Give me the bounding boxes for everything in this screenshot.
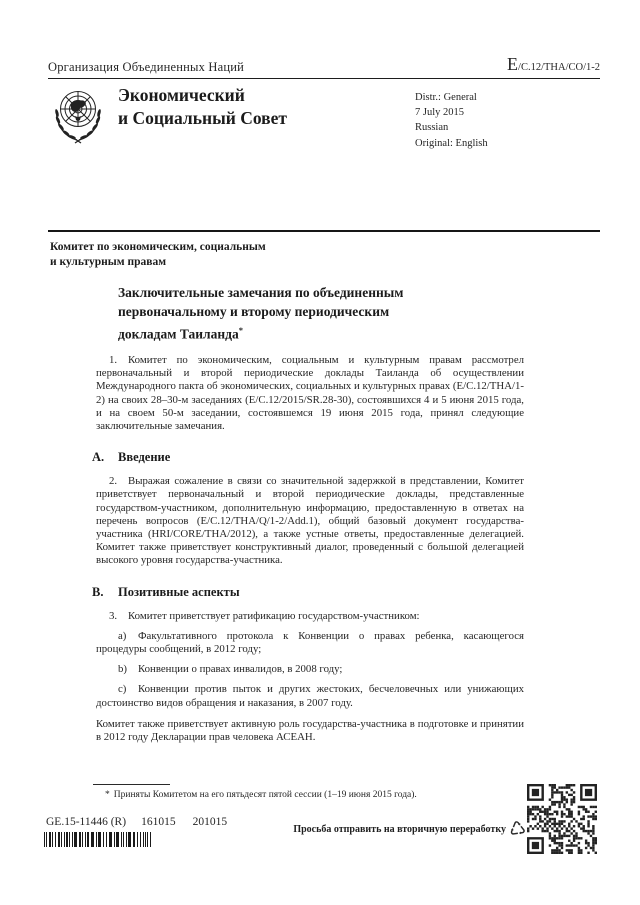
page-title <box>118 284 524 344</box>
recycle-text: Просьба отправить на вторичную переработку <box>293 823 506 835</box>
title-line2: первоначальному и второму периодическим <box>118 303 390 319</box>
committee-line2: и культурным правам <box>50 255 167 268</box>
language-line: Russian <box>415 122 449 134</box>
original-language-line: Original: English <box>415 137 488 149</box>
list-item-c <box>96 683 524 709</box>
distribution-block <box>415 90 488 151</box>
committee-line1: Комитет по экономическим, социальным <box>50 241 266 253</box>
title-line1: Заключительные замечания по объединенным <box>118 285 404 300</box>
section-a-heading <box>92 450 524 465</box>
footnote-text: Приняты Комитетом на его пятьдесят пятой сессии (1–19 июня 2015 года). <box>113 790 417 800</box>
paragraph-text: Выражая сожаление в связи со значительной задержкой в представлении, Комитет приветствует первоначальный и второй периодические доклады, представленные государством-участником, дополнительную информацию, предоставленную в ответах на перечень вопросов (E/C.12/THA/Q/1-2/Add.1), общий базовый документ государства-участника (HRI/CORE/THA/2012), а также устные ответы, предоставленные делегацией. Комитет также приветствует конструктивный диалог, проведенный с большой делегацией высокого уровня государства-участника. <box>96 475 524 567</box>
date-line: 7 July 2015 <box>415 107 465 119</box>
paragraph-4: Комитет также приветствует активную роль государства-участника в подготовке и принятии в 2012 году Декларации прав человека АСЕАН. <box>96 717 524 744</box>
footnote-block <box>96 784 524 801</box>
paragraph-text: Комитет приветствует ратификацию государством-участником: <box>128 609 420 622</box>
section-b-heading <box>92 585 524 600</box>
print-code-1: 161015 <box>141 816 176 828</box>
item-letter: c) <box>118 683 127 696</box>
barcode-icon <box>44 832 154 847</box>
paragraph-number: 3. <box>109 609 118 622</box>
document-symbol <box>507 54 600 75</box>
footnote-marker: * <box>105 790 110 800</box>
paragraph-text: Комитет по экономическим, социальным и культурным правам рассмотрел первоначальный и второй периодические доклады Таиланда об осуществлении Международного пакта об экономических, социальных и культурных правах (E/C.12/THA/1-2) на своих 28–30-м заседаниях (E/C.12/2015/SR.28-30), состоявшихся 4 и 5 июня 2015 года, и на своем 50-м заседании, состоявшемся 19 июня 2015 года, принял следующие заключительные замечания. <box>96 354 524 433</box>
document-symbol-suffix: /C.12/THA/CO/1-2 <box>518 62 600 73</box>
footnote-divider <box>93 784 170 785</box>
title-footnote-marker: * <box>238 325 243 335</box>
recycle-icon: ♺ <box>507 816 528 841</box>
document-symbol-prefix: E <box>507 54 519 74</box>
committee-name <box>50 240 266 269</box>
title-line3: докладам Таиланда* <box>118 325 243 342</box>
section-letter: B. <box>92 584 104 599</box>
un-emblem-icon <box>46 82 110 148</box>
paragraph-2 <box>96 475 524 567</box>
section-title: Позитивные аспекты <box>118 584 240 599</box>
document-body <box>92 284 524 744</box>
paragraph-number: 1. <box>109 354 118 366</box>
distr-line: Distr.: General <box>415 92 477 103</box>
org-name: Организация Объединенных Наций <box>48 60 245 74</box>
item-text: Конвенции против пыток и других жестоких, бесчеловечных или унижающих достоинство видов обращения и наказания, в 2007 году. <box>96 683 524 709</box>
print-code-2: 201015 <box>192 816 228 828</box>
list-item-b <box>96 663 524 676</box>
header-row <box>48 54 600 79</box>
ge-number: GE.15-11446 (R) <box>46 816 127 828</box>
item-text: Факультативного протокола к Конвенции о правах ребенка, касающегося процедуры сообщений, в 2012 году; <box>96 629 524 656</box>
recycle-note <box>280 814 526 844</box>
list-item-a <box>96 630 524 656</box>
paragraph-number: 2. <box>109 475 118 488</box>
document-reference-line <box>46 816 227 828</box>
council-title <box>118 84 287 129</box>
footnote <box>96 789 524 801</box>
council-title-line2: и Социальный Совет <box>118 107 287 128</box>
paragraph-1 <box>96 354 524 433</box>
paragraph-3 <box>96 610 524 623</box>
item-text: Конвенции о правах инвалидов, в 2008 году; <box>138 663 343 676</box>
council-title-line1: Экономический <box>118 85 245 105</box>
section-title: Введение <box>118 450 171 465</box>
section-letter: A. <box>92 450 105 465</box>
item-letter: a) <box>118 629 127 642</box>
qr-code-icon <box>527 784 597 854</box>
item-letter: b) <box>118 663 127 676</box>
header-divider <box>48 230 600 232</box>
